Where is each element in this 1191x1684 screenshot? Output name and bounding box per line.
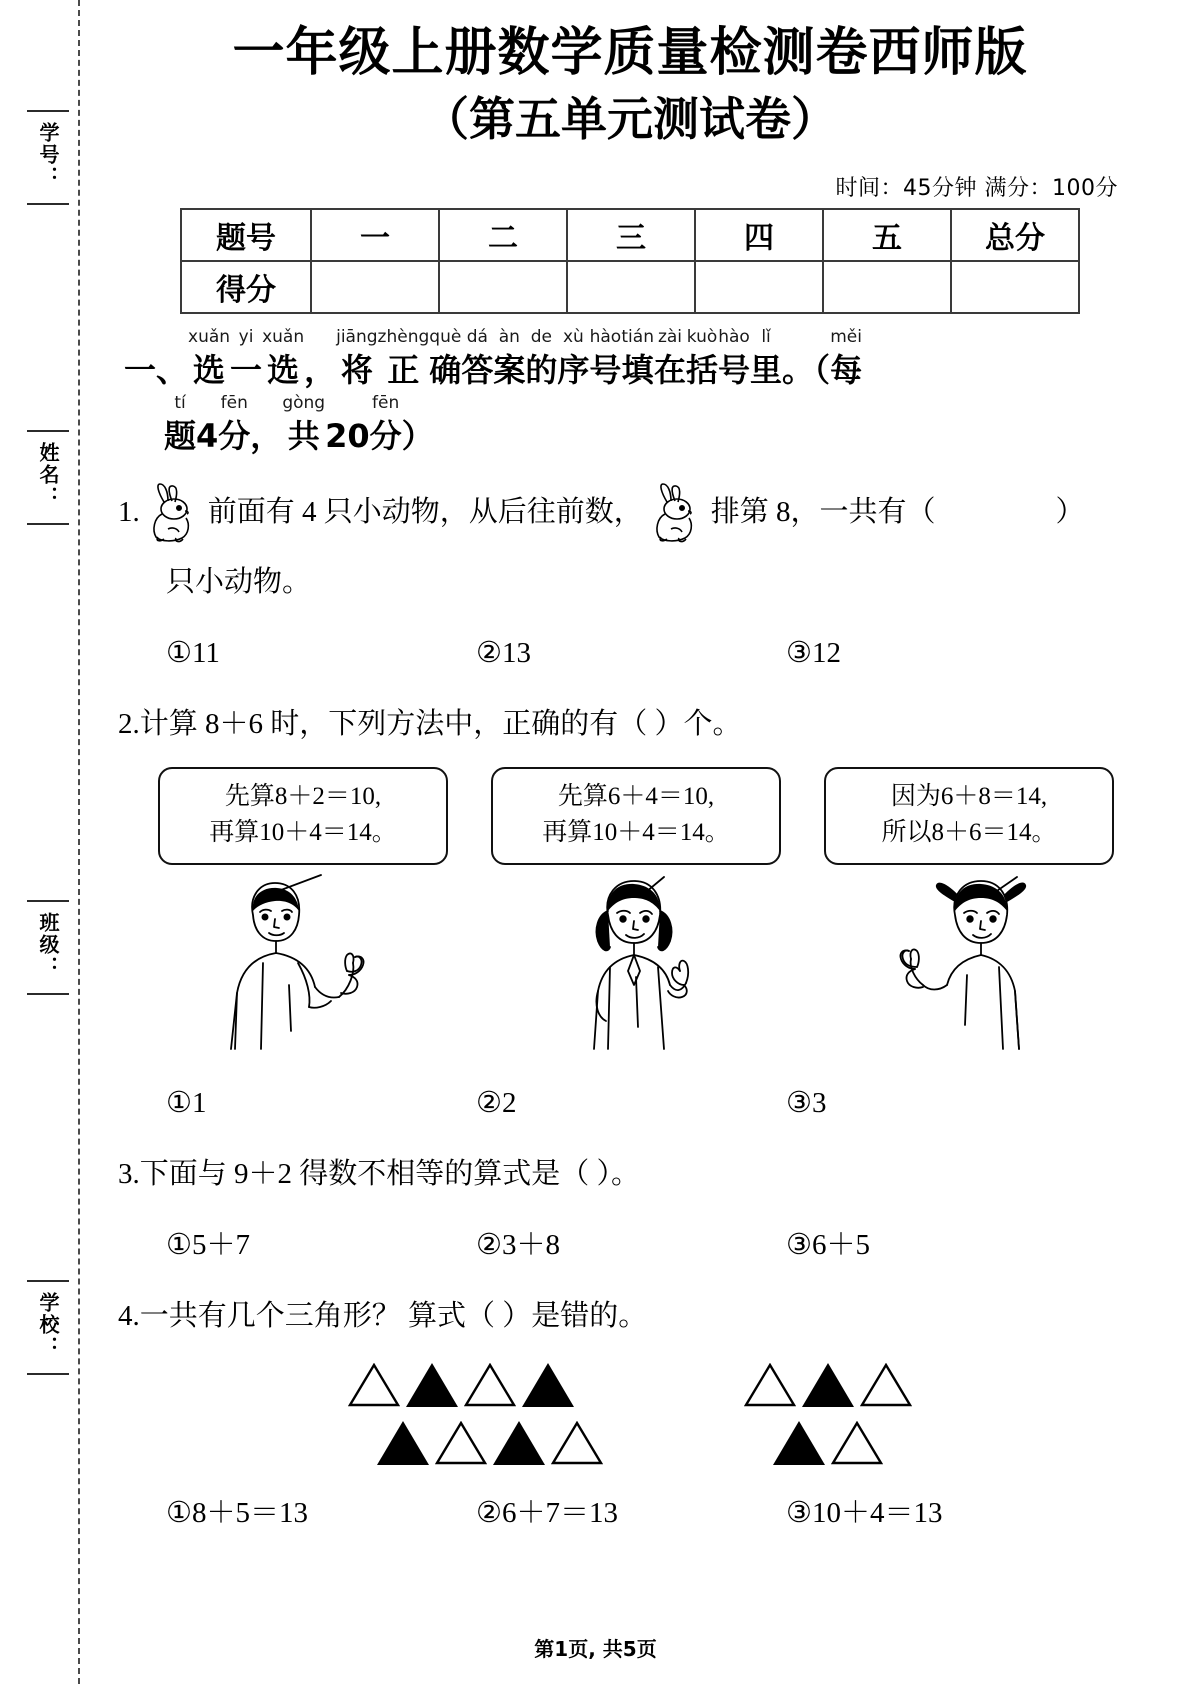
score-col-head-total: 总分: [951, 209, 1079, 261]
question-1-line2: 只小动物。: [166, 565, 312, 598]
speech-bubble: [158, 767, 448, 866]
ruby-unit: [262, 328, 304, 390]
ruby-unit: [218, 394, 250, 456]
question-2-body: 计算 8＋6 时，下列方法中，正确的有（ ）个。: [139, 707, 742, 740]
triangle-filled: [802, 1363, 854, 1407]
question-4: [118, 1294, 1142, 1536]
score-col-head-4: 四: [695, 209, 823, 261]
option-1-b[interactable]: ②13: [476, 636, 531, 669]
pinyin-label: gòng: [282, 392, 326, 413]
option-4-b[interactable]: ②6＋7＝13: [476, 1497, 618, 1529]
bubble-3-line-1: 因为6＋8＝14,: [890, 782, 1048, 810]
score-cell-4[interactable]: [695, 261, 823, 313]
side-margin-labels: [18, 0, 78, 1684]
hanzi-char: 20: [325, 416, 370, 455]
question-1-text-b: 排第 8，一共有（: [710, 496, 936, 529]
bubble-2-line-1: 先算6＋4＝10,: [557, 782, 715, 810]
score-cell-3[interactable]: [567, 261, 695, 313]
side-label-xuehao: 学号：: [36, 122, 60, 188]
hanzi-char: 每: [830, 350, 863, 389]
pinyin-label: jiāng: [336, 326, 378, 347]
hanzi-char: 里: [750, 350, 783, 389]
hanzi-char: 。（: [782, 350, 831, 389]
exam-page: [100, 0, 1160, 1684]
pinyin-label: xuǎn: [262, 326, 305, 347]
pinyin-label: xuǎn: [188, 326, 231, 347]
hanzi-char: 案: [493, 350, 526, 389]
hanzi-char: 共: [287, 416, 320, 455]
triangle-filled: [493, 1421, 545, 1465]
pinyin-label: hào: [718, 326, 750, 347]
pinyin-label: lǐ: [761, 326, 771, 347]
question-4-number: 4.: [118, 1300, 140, 1333]
section-heading-line-1: [124, 328, 1142, 390]
hanzi-char: 的: [525, 350, 558, 389]
score-cell-5[interactable]: [823, 261, 951, 313]
triangle-filled: [522, 1363, 574, 1407]
option-4-c[interactable]: ③10＋4＝13: [786, 1497, 943, 1529]
triangle-group-right-row-1: [744, 1363, 912, 1407]
ruby-unit: [621, 328, 654, 390]
triangle-hollow: [464, 1363, 516, 1407]
ruby-unit: [493, 328, 525, 390]
ruby-unit: [830, 328, 862, 390]
pinyin-label: xù: [562, 326, 584, 347]
question-1-options: [118, 631, 1142, 676]
score-cell-total[interactable]: [951, 261, 1079, 313]
triangle-group-left-row-2: [377, 1421, 603, 1465]
score-cell-1[interactable]: [311, 261, 439, 313]
triangle-row-2: [118, 1421, 1142, 1465]
ruby-unit: [461, 328, 493, 390]
triangle-hollow: [831, 1421, 883, 1465]
triangle-filled: [773, 1421, 825, 1465]
ruby-unit: [654, 328, 686, 390]
pinyin-label: dá: [466, 326, 488, 347]
hanzi-char: 将: [340, 350, 373, 389]
question-2-number: 2.: [118, 707, 140, 740]
score-col-head-5: 五: [823, 209, 951, 261]
rabbit-icon: [647, 482, 707, 544]
triangle-hollow: [860, 1363, 912, 1407]
ruby-unit: [164, 394, 196, 456]
ruby-unit: [188, 328, 230, 390]
option-2-a[interactable]: ①1: [166, 1087, 207, 1120]
girl-pigtails-icon: [824, 865, 1114, 1055]
pinyin-label: fēn: [372, 392, 400, 413]
hanzi-char: 分: [218, 416, 251, 455]
hanzi-char: 确: [429, 350, 462, 389]
side-block-xuehao: [18, 110, 78, 205]
triangle-group-right-row-2: [773, 1421, 883, 1465]
option-1-a[interactable]: ①11: [166, 636, 220, 669]
question-1-text-c: ）: [1055, 496, 1085, 529]
hanzi-char: 一、: [124, 350, 189, 389]
section-one-heading: [118, 328, 1142, 456]
table-row: [181, 261, 1079, 313]
table-row: [181, 209, 1079, 261]
divider-rule: [27, 430, 69, 432]
triangle-filled: [377, 1421, 429, 1465]
hanzi-char: 选: [193, 350, 226, 389]
page-title: 一年级上册数学质量检测卷西师版: [232, 23, 1028, 83]
option-1-c[interactable]: ③12: [786, 636, 841, 669]
bubble-2-line-2: 再算10＋4＝14。: [542, 819, 730, 846]
ruby-unit: [370, 394, 402, 456]
pinyin-label: hào: [589, 326, 622, 347]
question-2: [118, 702, 1142, 1126]
triangle-row-1: [118, 1363, 1142, 1407]
side-label-xuexiao: 学校：: [36, 1292, 60, 1358]
pinyin-label: què: [429, 326, 462, 347]
ruby-unit: [336, 328, 377, 390]
exam-meta-info: 时间：45分钟 满分：100分: [835, 175, 1118, 201]
ruby-unit: [686, 328, 718, 390]
triangle-hollow: [551, 1421, 603, 1465]
score-cell-2[interactable]: [439, 261, 567, 313]
ruby-unit: [378, 328, 430, 390]
bubble-3-line-2: 所以8＋6＝14。: [881, 819, 1057, 846]
score-row-label: 得分: [181, 261, 311, 313]
pinyin-label: fēn: [220, 392, 248, 413]
hanzi-char: 答: [461, 350, 494, 389]
hanzi-char: 正: [387, 350, 420, 389]
ruby-unit: [230, 328, 262, 390]
divider-rule: [27, 110, 69, 112]
bubble-1-line-2: 再算10＋4＝14。: [209, 819, 397, 846]
pinyin-label: tí: [174, 392, 186, 413]
ruby-unit: [525, 328, 557, 390]
page-subtitle: （第五单元测试卷）: [423, 92, 837, 147]
question-3: [118, 1152, 1142, 1268]
page-footer: 第1页, 共5页: [534, 1637, 657, 1661]
hanzi-char: 在: [653, 350, 686, 389]
question-3-text: [118, 1152, 1142, 1197]
question-4-triangle-diagram: [118, 1363, 1142, 1465]
speech-bubble: [491, 767, 781, 866]
score-col-head-1: 一: [311, 209, 439, 261]
score-col-head-3: 三: [567, 209, 695, 261]
hanzi-char: ，: [250, 416, 283, 455]
method-bubble-2: [491, 767, 781, 1056]
hanzi-char: 题: [164, 416, 197, 455]
boy-pointing-icon: [158, 865, 448, 1055]
triangle-group-left-row-1: [348, 1363, 574, 1407]
question-1-number: 1.: [118, 496, 140, 529]
question-1-text-a: 前面有 4 只小动物，从后往前数，: [207, 496, 643, 529]
pinyin-label: àn: [498, 326, 520, 347]
hanzi-char: 分: [369, 416, 402, 455]
pinyin-label: zài: [657, 326, 683, 347]
rabbit-icon: [144, 482, 204, 544]
side-block-xingming: [18, 430, 78, 525]
option-3-b[interactable]: ②3＋8: [476, 1229, 560, 1262]
method-bubble-3: [824, 767, 1114, 1056]
hanzi-char: ，: [304, 350, 337, 389]
ruby-unit: [282, 394, 325, 456]
triangle-hollow: [348, 1363, 400, 1407]
hanzi-char: 号: [718, 350, 751, 389]
pinyin-label: kuò: [686, 326, 718, 347]
ruby-unit: [557, 328, 589, 390]
question-1: [118, 482, 1142, 676]
score-col-head-2: 二: [439, 209, 567, 261]
option-4-a[interactable]: ①8＋5＝13: [166, 1497, 308, 1529]
hanzi-char: 4: [196, 416, 219, 455]
bubble-1-line-1: 先算8＋2＝10,: [224, 782, 382, 810]
question-3-number: 3.: [118, 1158, 140, 1191]
triangle-hollow: [435, 1421, 487, 1465]
score-row-label: 题号: [181, 209, 311, 261]
hanzi-char: 填: [621, 350, 654, 389]
triangle-filled: [406, 1363, 458, 1407]
pinyin-label: tián: [621, 326, 654, 347]
divider-rule: [27, 203, 69, 205]
question-4-body: 一共有几个三角形？ 算式（ ）是错的。: [139, 1300, 648, 1333]
hanzi-char: 序: [557, 350, 590, 389]
ruby-unit: [589, 328, 621, 390]
divider-rule: [27, 900, 69, 902]
hanzi-char: ）: [401, 416, 434, 455]
question-3-body: 下面与 9＋2 得数不相等的算式是（ ）。: [139, 1158, 641, 1191]
option-2-b[interactable]: ②2: [476, 1087, 517, 1120]
option-2-c[interactable]: ③3: [786, 1087, 827, 1120]
hanzi-char: 一: [230, 350, 263, 389]
divider-rule: [27, 1280, 69, 1282]
hanzi-char: 选: [267, 350, 300, 389]
ruby-unit: [718, 328, 750, 390]
divider-rule: [27, 1373, 69, 1375]
girl-braids-icon: [491, 865, 781, 1055]
divider-rule: [27, 523, 69, 525]
question-4-text: [118, 1294, 1142, 1339]
side-block-xuexiao: [18, 1280, 78, 1375]
side-block-banji: [18, 900, 78, 995]
triangle-hollow: [744, 1363, 796, 1407]
speech-bubble: [824, 767, 1114, 866]
method-bubble-1: [158, 767, 448, 1056]
ruby-unit: [750, 328, 782, 390]
side-label-xingming: 姓名：: [36, 442, 60, 508]
side-label-banji: 班级：: [36, 912, 60, 978]
pinyin-label: yi: [238, 326, 254, 347]
hanzi-char: 号: [589, 350, 622, 389]
question-4-options: [118, 1491, 1142, 1536]
divider-rule: [27, 993, 69, 995]
question-2-method-bubbles: [118, 767, 1142, 1056]
hanzi-char: 括: [686, 350, 719, 389]
section-heading-line-2: [124, 394, 1142, 456]
pinyin-label: zhèng: [377, 326, 430, 347]
score-table: [180, 208, 1080, 314]
pinyin-label: de: [530, 326, 552, 347]
option-3-a[interactable]: ①5＋7: [166, 1229, 250, 1262]
question-1-text: [118, 482, 1142, 544]
ruby-unit: [429, 328, 461, 390]
binding-dashed-line: [78, 0, 80, 1684]
question-2-options: [118, 1081, 1142, 1126]
question-3-options: [118, 1223, 1142, 1268]
pinyin-label: měi: [830, 326, 862, 347]
question-2-text: [118, 702, 1142, 747]
option-3-c[interactable]: ③6＋5: [786, 1229, 870, 1262]
